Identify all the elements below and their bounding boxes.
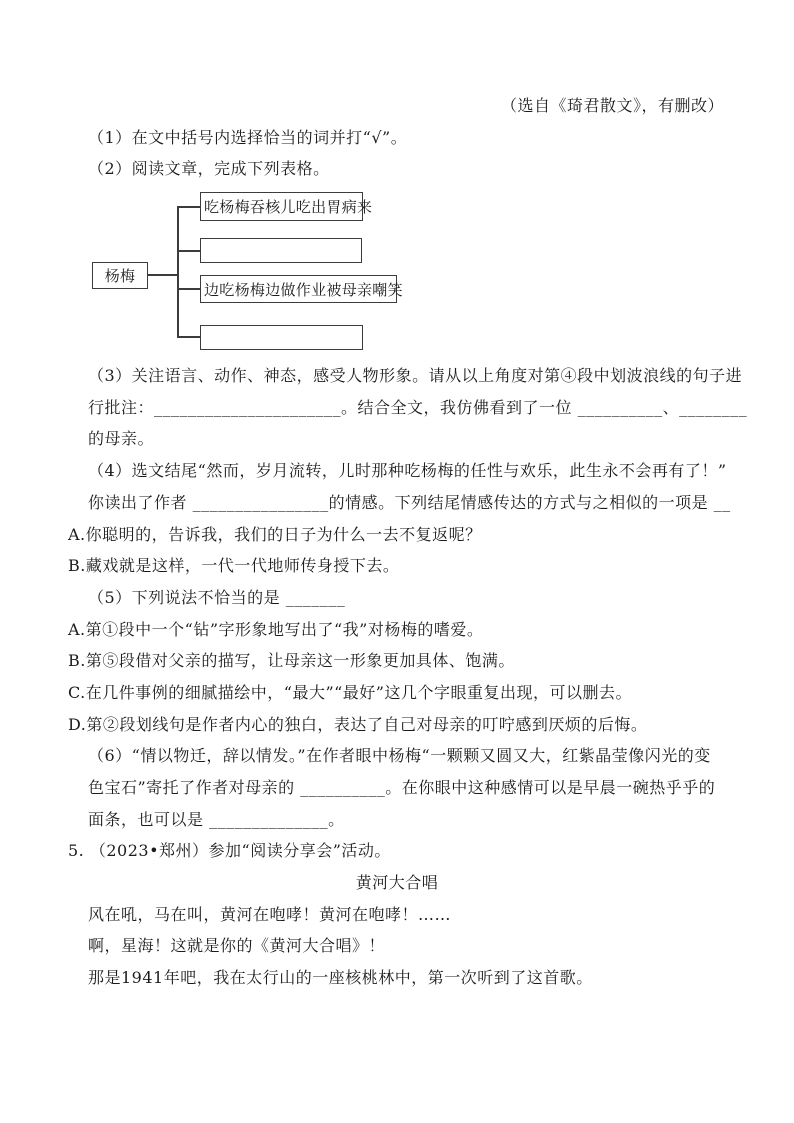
diagram-branch-line-3 xyxy=(177,288,200,290)
question-5-option-c: C.在几件事例的细腻描绘中，“最大”“最好”这几个字眼重复出现，可以删去。 xyxy=(68,682,632,702)
question-4-line-2: 你读出了作者 ________________的情感。下列结尾情感传达的方式与之相似的一项是 __ xyxy=(88,492,731,512)
question-3-line-1: （3）关注语言、动作、神态，感受人物形象。请从以上角度对第④段中划波浪线的句子进 xyxy=(88,366,743,386)
question-4-line-1: （4）选文结尾“然而，岁月流转，儿时那种吃杨梅的任性与欢乐，此生永不会再有了！” xyxy=(88,461,727,481)
reading-paragraph-2: 啊，星海！这就是你的《黄河大合唱》！ xyxy=(88,936,386,956)
reading-title: 黄河大合唱 xyxy=(355,873,439,893)
diagram-branch-box-4 xyxy=(200,325,363,350)
question-2: （2）阅读文章，完成下列表格。 xyxy=(88,159,330,179)
question-3-line-3: 的母亲。 xyxy=(88,429,155,449)
diagram-branch-line-2 xyxy=(177,250,200,252)
question-1: （1）在文中括号内选择恰当的词并打“√”。 xyxy=(88,127,408,147)
question-5-line-1: （5）下列说法不恰当的是 _______ xyxy=(88,587,346,607)
question-4-option-a: A.你聪明的，告诉我，我们的日子为什么一去不复返呢？ xyxy=(68,524,482,544)
question-5-main: 5. （2023•郑州）参加“阅读分享会”活动。 xyxy=(68,841,391,861)
question-4-option-b: B.藏戏就是这样，一代一代地师传身授下去。 xyxy=(68,556,400,576)
question-6-line-3: 面条，也可以是 ______________。 xyxy=(88,809,345,829)
diagram-trunk-line xyxy=(177,206,179,338)
diagram-branch-box-2 xyxy=(200,238,362,263)
question-5-option-d: D.第②段划线句是作者内心的独白，表达了自己对母亲的叮咛感到厌烦的后悔。 xyxy=(68,714,648,734)
diagram-branch-line-4 xyxy=(177,336,200,338)
reading-paragraph-1: 风在吼，马在叫，黄河在咆哮！黄河在咆哮！…… xyxy=(88,904,452,924)
diagram-branch-box-1: 吃杨梅吞核儿吃出胃病来 xyxy=(200,192,363,221)
reading-paragraph-3: 那是1941年吧，我在太行山的一座核桃林中，第一次听到了这首歌。 xyxy=(88,968,593,988)
diagram-branch-line-1 xyxy=(177,206,200,208)
question-5-option-a: A.第①段中一个“钻”字形象地写出了“我”对杨梅的嗜爱。 xyxy=(68,619,484,639)
question-5-option-b: B.第⑤段借对父亲的描写，让母亲这一形象更加具体、饱满。 xyxy=(68,651,515,671)
diagram-root-connector-line xyxy=(148,274,178,276)
question-3-line-2: 行批注：______________________。结合全文，我仿佛看到了一位 __________、________ xyxy=(88,397,748,417)
diagram-branch-box-3: 边吃杨梅边做作业被母亲嘲笑 xyxy=(200,275,397,303)
yangmei-diagram xyxy=(0,185,794,360)
question-6-line-2: 色宝石”寄托了作者对母亲的 __________。在你眼中这种感情可以是早晨一碗热乎乎的 xyxy=(88,778,716,797)
question-6-line-1: （6）“情以物迁，辞以情发。”在作者眼中杨梅“一颗颗又圆又大，红紫晶莹像闪光的变 xyxy=(88,746,711,766)
attribution: （选自《琦君散文》，有删改） xyxy=(500,96,724,115)
diagram-root-box: 杨梅 xyxy=(92,262,148,289)
